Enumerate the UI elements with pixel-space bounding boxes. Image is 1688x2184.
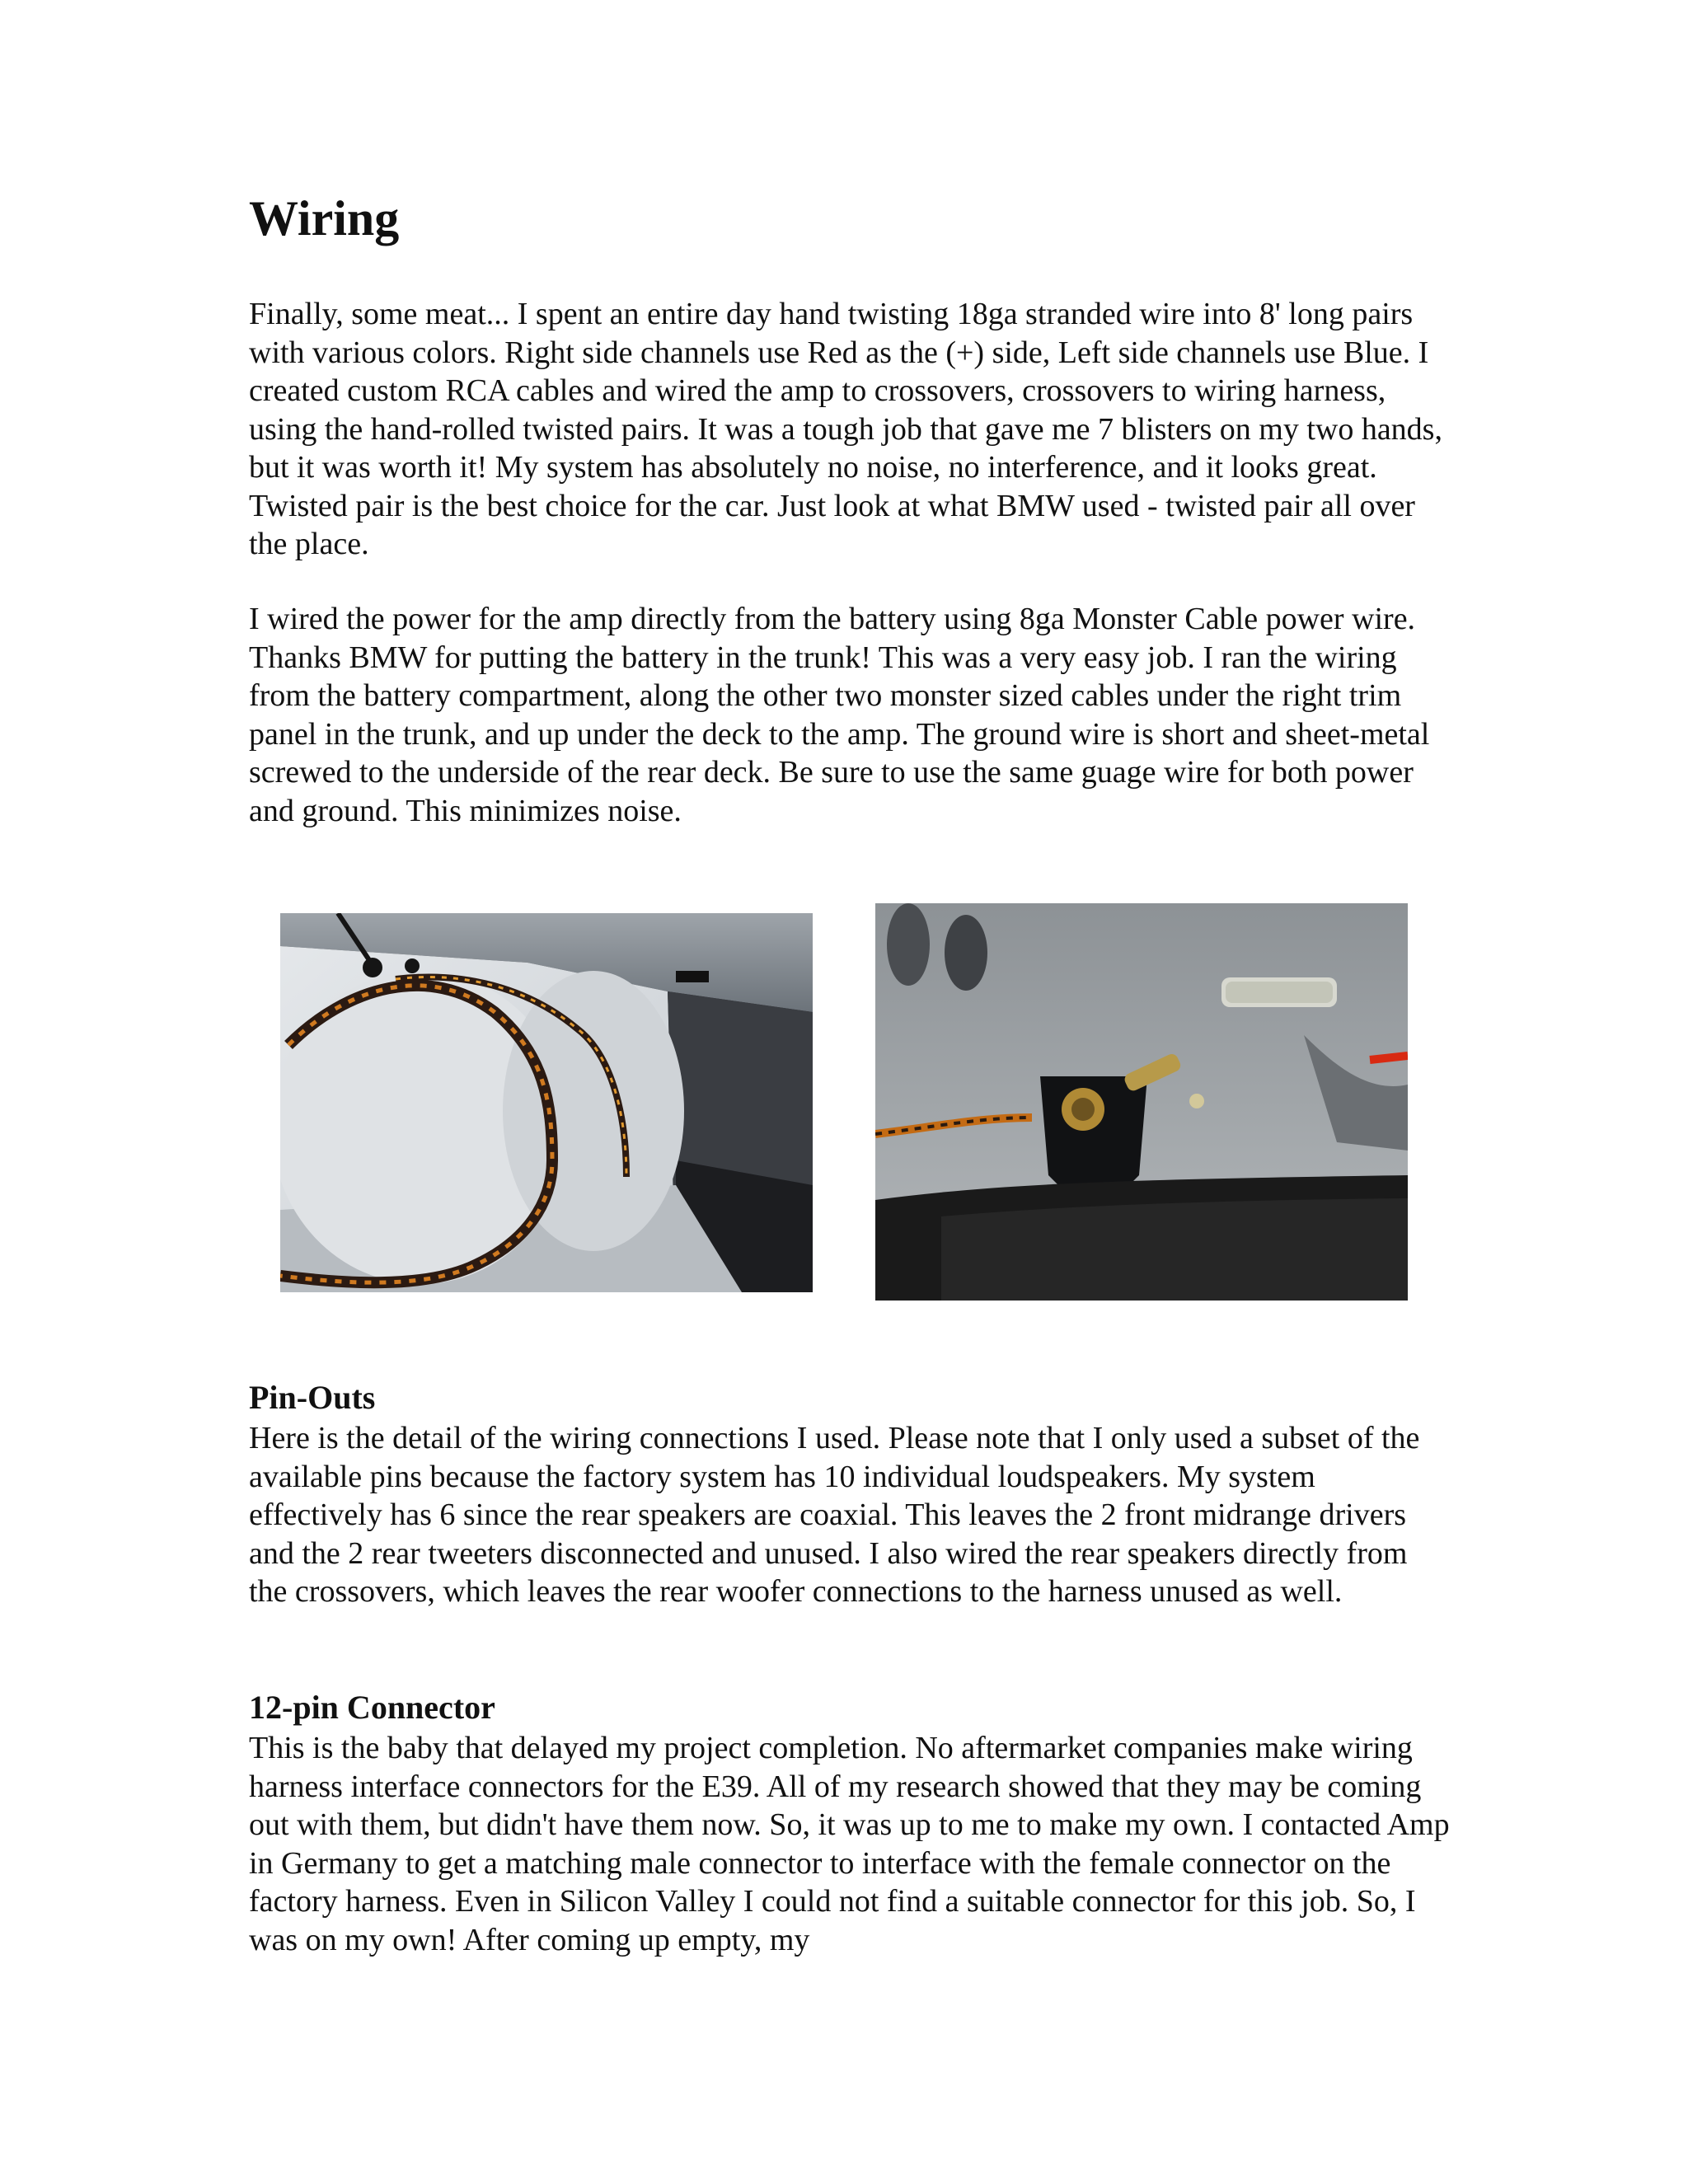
paragraph-power-wiring: I wired the power for the amp directly from the battery using 8ga Monster Cable power wire. Thanks BMW for putting the battery in the trunk! This was a very easy job. I ran the wiring from the battery compartment, along the other two monster sized cables under the right trim panel in the trunk, and up under the deck to the amp. The ground wire is short and sheet-metal screwed to the underside of the rear deck. Be sure to use the same guage wire for both power and ground. This minimizes noise. <box>249 602 1430 828</box>
paragraph-connector: This is the baby that delayed my project completion. No aftermarket companies make wiring harness interface connectors for the E39. All of my research showed that they may be coming out with them, but didn't have them now. So, it was up to me to make my own. I contacted Amp in Germany to get a matching male connector to interface with the female connector on the factory harness. Even in Silicon Valley I could not find a suitable connector for this job. So, I was on my own! After coming up empty, my <box>249 1731 1450 1957</box>
paragraph-twisted-pair: Finally, some meat... I spent an entire day hand twisting 18ga stranded wire into 8' long pairs with various colors. Right side channels use Red as the (+) side, Left side channels use Blue. I created custom RCA cables and wired the amp to crossovers, crossovers to wiring harness, using the hand-rolled twisted pairs. It was a tough job that gave me 7 blisters on my two hands, but it was worth it! My system has absolutely no noise, no interference, and it looks great. Twisted pair is the best choice for the car. Just look at what BMW used - twisted pair all over the place. <box>249 297 1442 561</box>
section-heading-pinouts: Pin-Outs <box>249 1379 376 1416</box>
section-heading-connector: 12-pin Connector <box>249 1689 495 1726</box>
rear-deck-connector-photo <box>875 903 1408 1301</box>
page-title: Wiring <box>249 191 400 246</box>
paragraph-pinouts: Here is the detail of the wiring connections I used. Please note that I only used a subset of the available pins because the factory system has 10 individual loudspeakers. My system effectively has 6 since the rear speakers are coaxial. This leaves the 2 front midrange drivers and the 2 rear tweeters disconnected and unused. I also wired the rear speakers directly from the crossovers, which leaves the rear woofer connections to the harness unused as well. <box>249 1421 1420 1609</box>
trunk-wiring-photo <box>280 913 813 1292</box>
